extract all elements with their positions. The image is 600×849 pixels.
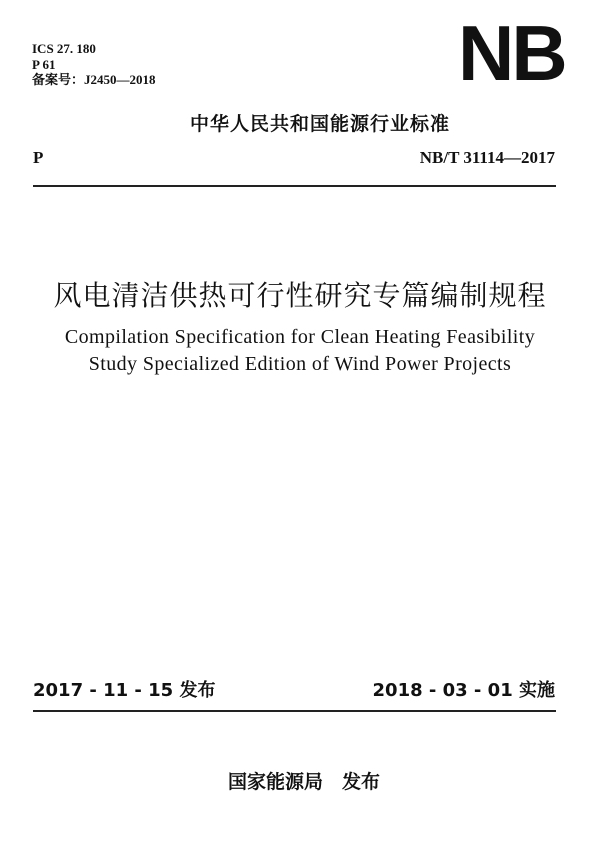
issue-date: 2017 - 11 - 15 发布	[33, 680, 216, 701]
effective-date: 2018 - 03 - 01 实施	[372, 680, 555, 701]
title-english	[0, 324, 600, 378]
footer-divider	[33, 710, 556, 712]
standard-number: NB/T 31114—2017	[419, 148, 555, 167]
title-english-line1: Compilation Specification for Clean Heating Feasibility	[64, 326, 536, 348]
classification-letter: P	[33, 148, 44, 167]
record-number: 备案号：J2450—2018	[32, 72, 156, 87]
header-divider	[33, 185, 556, 187]
standard-category: 中华人民共和国能源行业标准	[189, 113, 450, 135]
ccs-code: P 61	[32, 56, 56, 72]
standard-metadata	[32, 41, 156, 88]
nb-logo: NB	[458, 9, 565, 97]
ics-code: ICS 27. 180	[32, 41, 96, 56]
title-chinese: 风电清洁供热可行性研究专篇编制规程	[53, 279, 547, 312]
title-english-line2: Study Specialized Edition of Wind Power Projects	[88, 353, 512, 375]
publisher: 国家能源局 发布	[227, 771, 380, 793]
